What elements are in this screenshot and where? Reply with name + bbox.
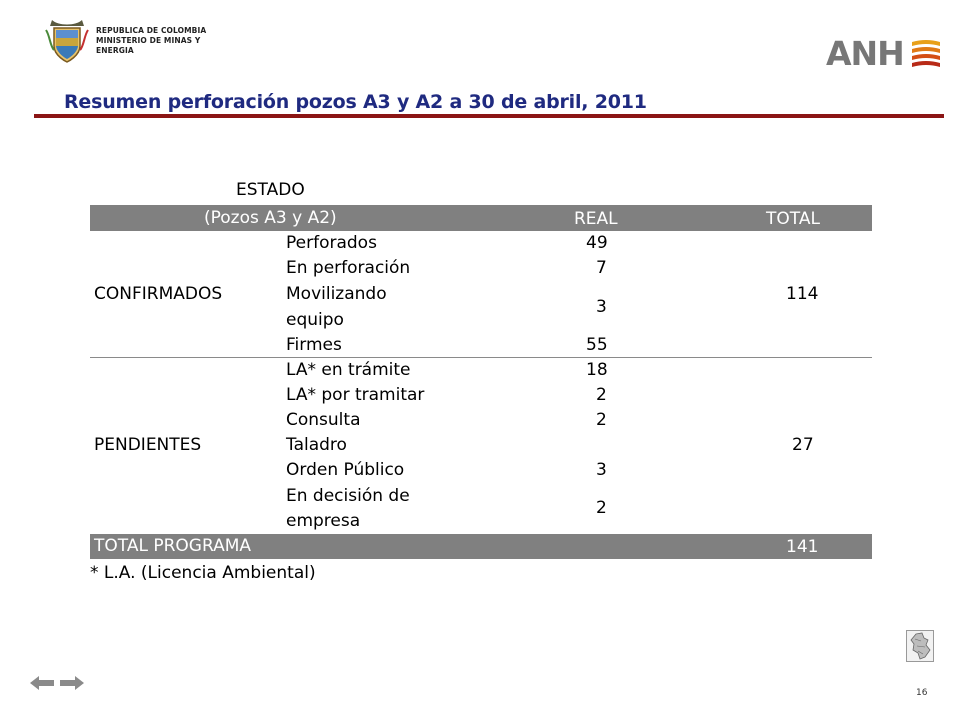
anh-flame-icon [910, 38, 942, 72]
item-label: En perforación [286, 258, 411, 278]
drilling-summary-table [90, 176, 872, 596]
group-total-pendientes: 27 [792, 435, 814, 455]
item-label-line: Movilizando [286, 284, 387, 304]
header-total: TOTAL [766, 209, 820, 229]
item-real: 2 [596, 410, 607, 430]
coat-of-arms-icon [44, 16, 90, 64]
item-real: 3 [596, 297, 607, 317]
gov-line-2: MINISTERIO DE MINAS Y ENERGIA [96, 36, 201, 55]
item-label: Orden Público [286, 460, 405, 480]
item-label: Firmes [286, 335, 342, 355]
item-label: LA* en trámite [286, 360, 411, 380]
group-name-confirmados: CONFIRMADOS [94, 284, 223, 304]
header-real: REAL [574, 209, 618, 229]
item-label: LA* por tramitar [286, 385, 425, 405]
title-divider [34, 114, 944, 118]
item-real: 2 [596, 498, 607, 518]
header-pozos: (Pozos A3 y A2) [204, 208, 337, 228]
item-label-line: empresa [286, 511, 361, 531]
item-real: 7 [596, 258, 607, 278]
item-label: Perforados [286, 233, 377, 253]
group-name-pendientes: PENDIENTES [94, 435, 202, 455]
item-label-line: Consulta [286, 410, 361, 430]
item-label-line: Taladro [286, 435, 347, 455]
item-real: 3 [596, 460, 607, 480]
anh-brand-text: ANH [826, 34, 904, 73]
total-programa-label: TOTAL PROGRAMA [94, 536, 252, 556]
arrow-left-icon[interactable] [30, 674, 54, 692]
group-total-confirmados: 114 [786, 284, 819, 304]
gov-line-1: REPUBLICA DE COLOMBIA [96, 26, 207, 35]
arrow-right-icon[interactable] [60, 674, 84, 692]
footnote: * L.A. (Licencia Ambiental) [90, 563, 316, 583]
item-real: 55 [586, 335, 608, 355]
item-real: 18 [586, 360, 608, 380]
total-programa-value: 141 [786, 537, 819, 557]
page-title: Resumen perforación pozos A3 y A2 a 30 de abril, 2011 [64, 91, 647, 113]
page-number: 16 [916, 688, 928, 698]
item-label-line: En decisión de [286, 486, 410, 506]
colombia-map-icon [906, 630, 934, 662]
item-real: 2 [596, 385, 607, 405]
navigation-arrows [30, 674, 86, 694]
item-label-line: equipo [286, 310, 344, 330]
anh-logo [826, 36, 942, 72]
header-estado: ESTADO [236, 180, 305, 200]
item-real: 49 [586, 233, 608, 253]
government-logo [44, 16, 234, 64]
group-divider [90, 357, 872, 358]
